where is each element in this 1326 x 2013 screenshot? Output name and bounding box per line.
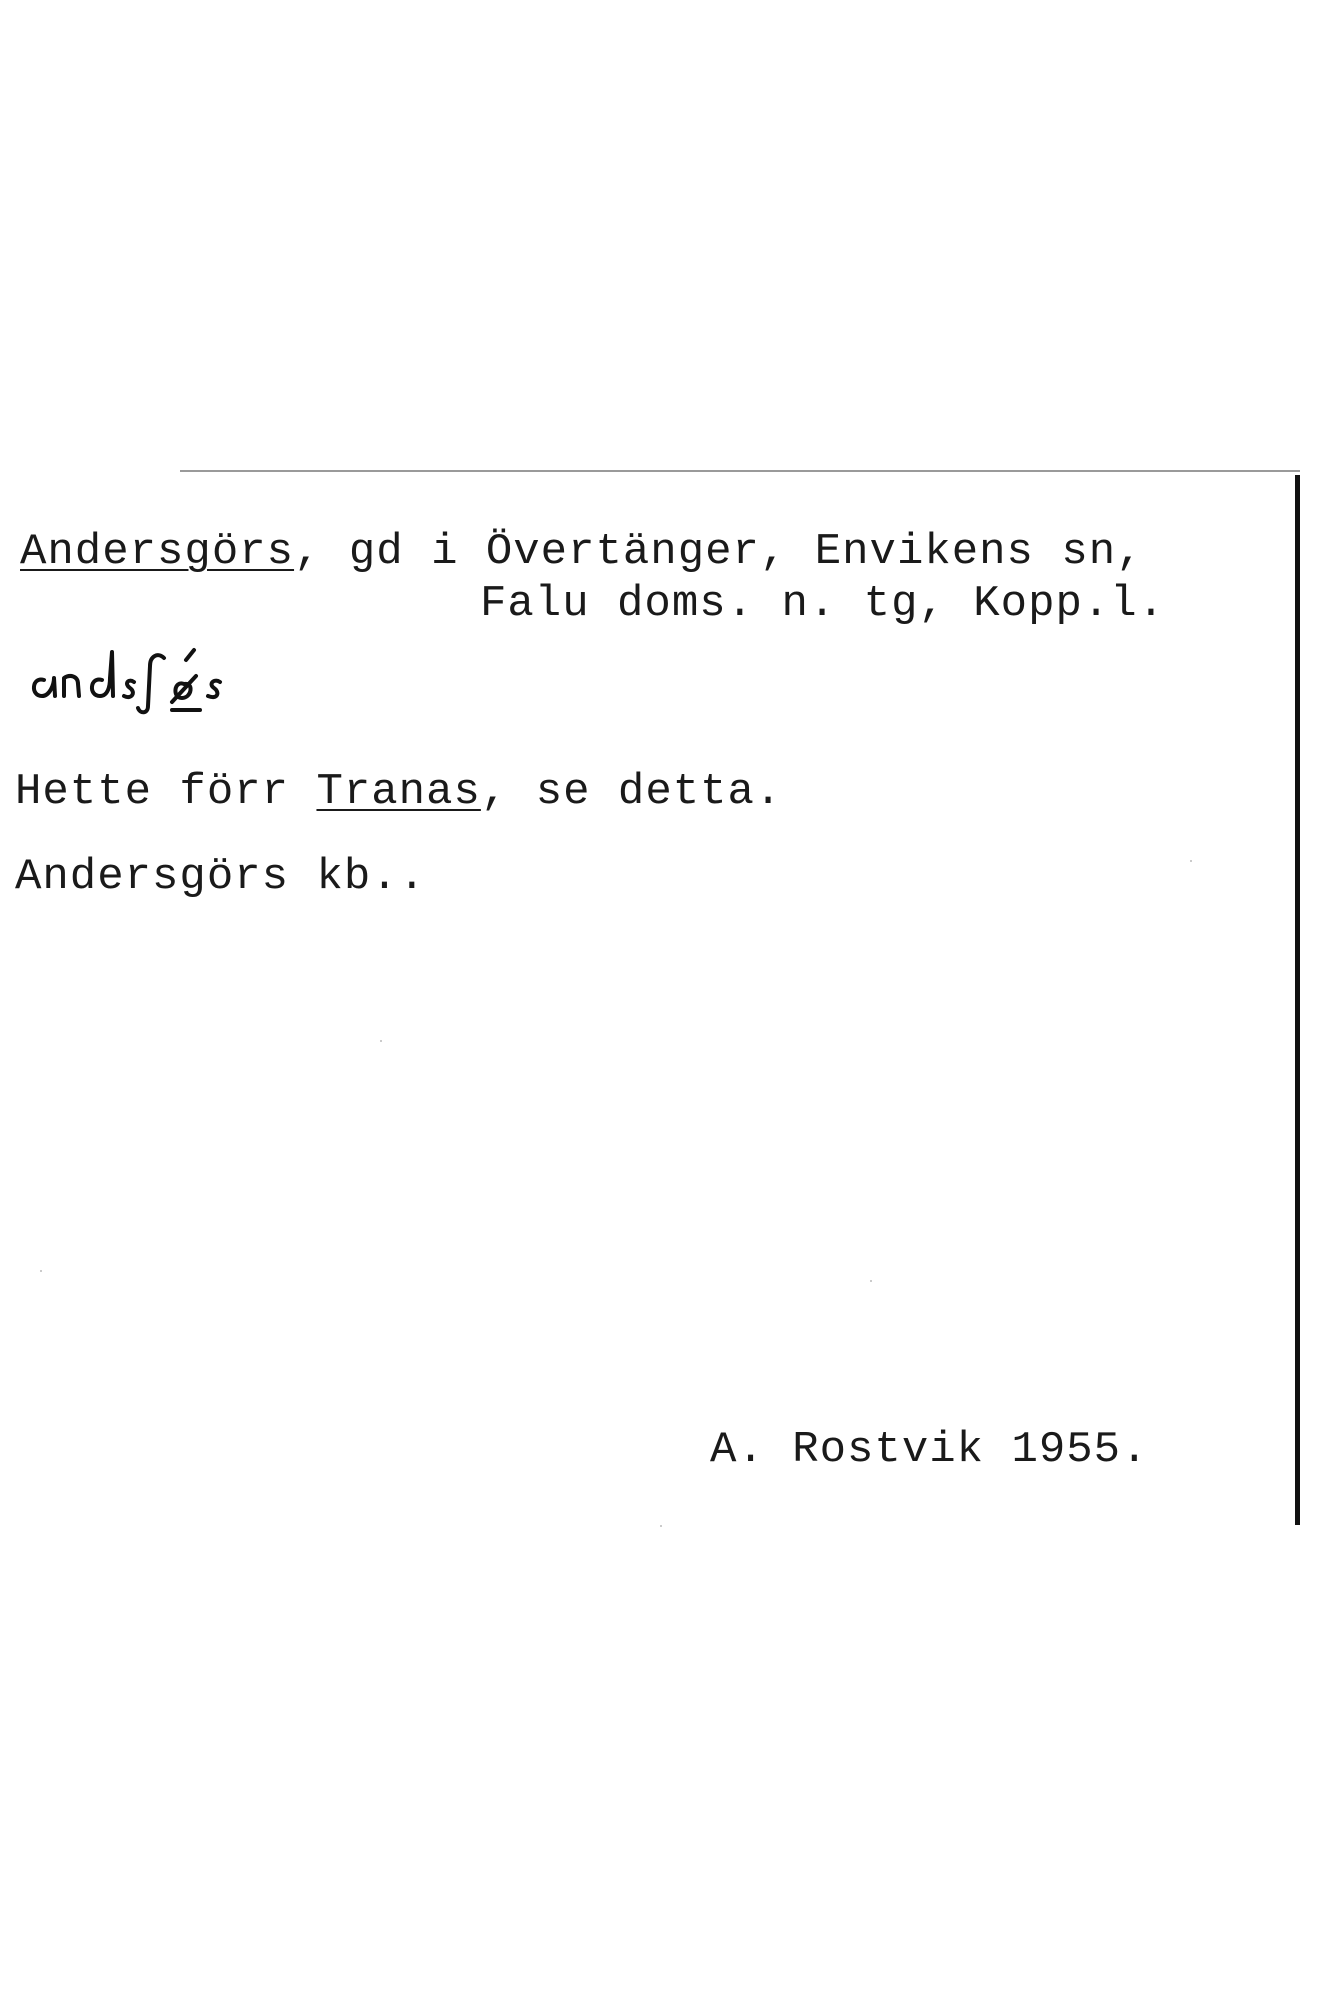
former-name-prefix: Hette förr bbox=[15, 767, 317, 817]
scan-speck bbox=[380, 1040, 382, 1042]
handwritten-phonetic-notation bbox=[22, 618, 292, 718]
card-right-rule bbox=[1295, 475, 1300, 1525]
entry-district-line: Falu doms. n. tg, Kopp.l. bbox=[480, 579, 1166, 629]
scan-speck bbox=[870, 1280, 872, 1282]
card-top-rule bbox=[180, 470, 1300, 472]
compound-line: Andersgörs kb.. bbox=[15, 852, 427, 902]
former-name-line bbox=[15, 767, 783, 817]
former-name-suffix: , se detta. bbox=[480, 767, 783, 817]
scan-speck bbox=[40, 1270, 42, 1272]
index-card bbox=[0, 470, 1310, 1530]
headword: Andersgörs bbox=[20, 527, 295, 577]
cross-reference-tranas: Tranas bbox=[316, 767, 481, 817]
scan-speck bbox=[1190, 860, 1192, 862]
entry-location: , gd i Övertänger, Envikens sn, bbox=[294, 527, 1144, 577]
scan-speck bbox=[660, 1525, 662, 1527]
entry-heading-line bbox=[20, 527, 1144, 577]
author-signature: A. Rostvik 1955. bbox=[710, 1425, 1149, 1475]
